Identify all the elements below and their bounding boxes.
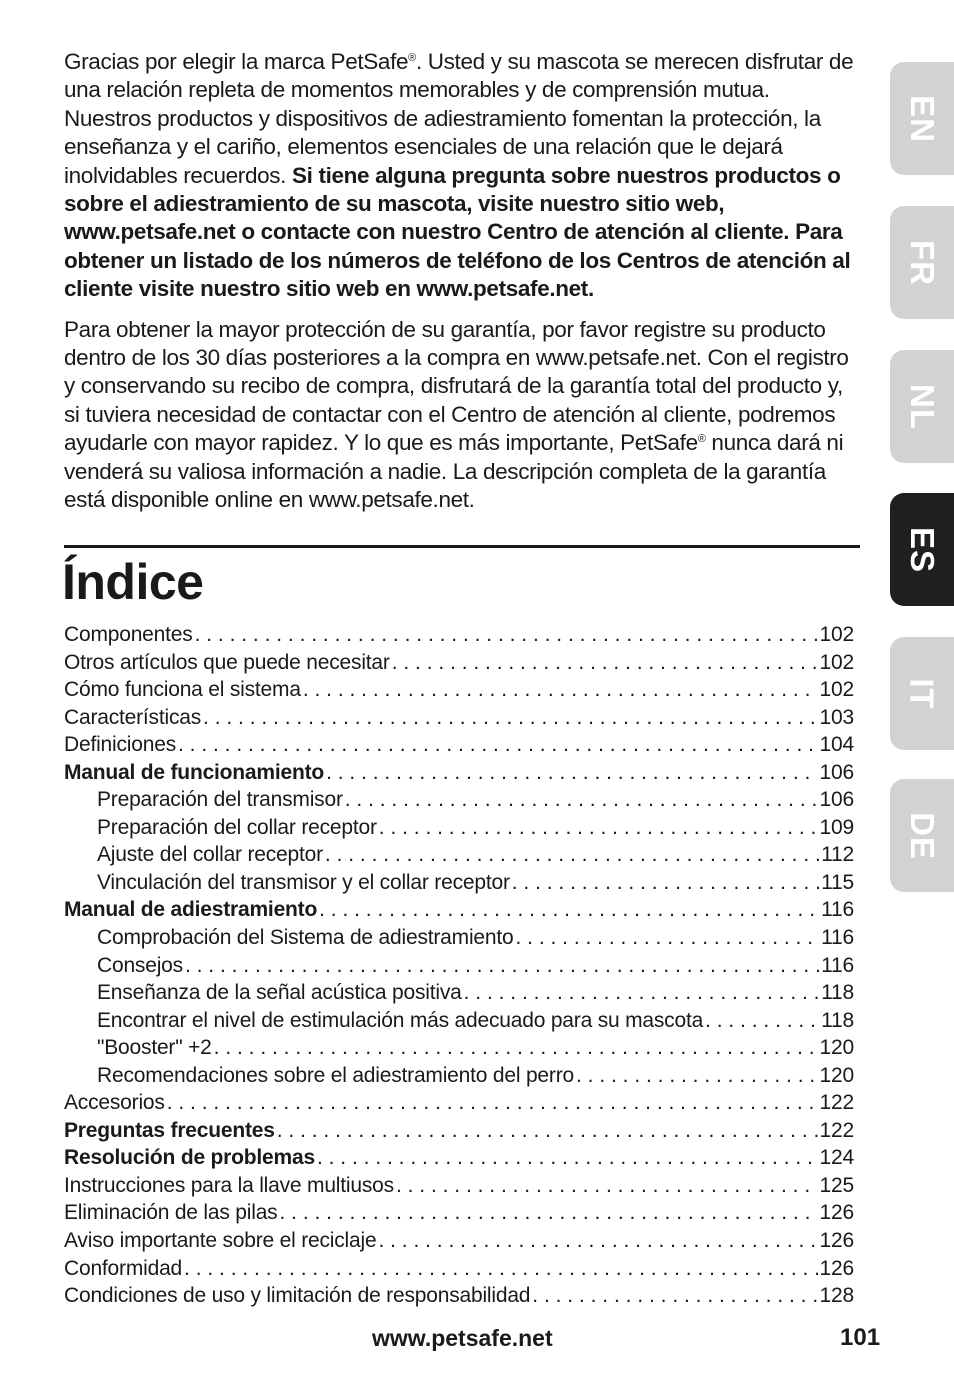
toc-entry-label: Manual de funcionamiento [64,760,325,784]
toc-entry [64,1227,854,1255]
tab-fr[interactable] [890,206,954,319]
toc-leader-dots [185,952,819,980]
toc-leader-dots [396,1172,818,1200]
toc-entry-label: Enseñanza de la señal acústica positiva [97,981,462,1005]
toc-entry-page: 102 [819,623,854,646]
toc-entry [64,731,854,759]
section-divider [64,545,860,548]
toc-entry-label: Componentes [64,623,193,646]
intro-section [64,48,860,515]
toc-entry-label: Definiciones [64,733,176,757]
toc-entry-label: Otros artículos que puede necesitar [64,650,390,674]
toc-entry-page: 122 [819,1091,854,1115]
registered-mark: ® [697,433,706,446]
toc-entry-label: Recomendaciones sobre el adiestramiento del perro [97,1063,574,1087]
toc-entry [64,1089,854,1117]
warranty-text: nunca dará ni venderá su valiosa información a nadie. La descripción completa de la garantía está disponible online en www.petsafe.net. [64,430,844,513]
toc-entry [64,649,854,677]
toc-entry [64,896,854,924]
toc-entry [64,1282,854,1310]
toc-entry-page: 128 [819,1284,854,1308]
toc-entry-label: "Booster" +2 [97,1036,212,1060]
toc-entry-label: Manual de adiestramiento [64,898,318,922]
toc-entry-page: 103 [819,705,854,729]
toc-entry [64,759,854,787]
toc-entry-page: 116 [821,953,854,977]
toc-entry-page: 120 [819,1063,854,1087]
toc-leader-dots [214,1034,818,1062]
toc-entry [64,869,854,897]
toc-entry [64,1062,854,1090]
toc-entry-page: 122 [819,1118,854,1142]
tab-nl[interactable] [890,350,954,463]
footer-website: www.petsafe.net [372,1325,553,1351]
toc-leader-dots [392,649,818,677]
tab-it[interactable] [890,637,954,750]
warranty-text: Para obtener la mayor protección de su garantía, por favor registre su producto dentro de los 30 días posteriores a la compra en www.petsafe.net. Con el registro y conservando su recibo de compra, disfrutará de la garantía total del producto y, si tuviera necesidad de contactar con el Centro de atención al cliente, podremos ayudarle con mayor rapidez. Y lo que es más importante, PetSafe [64,316,849,456]
toc-entry-label: Características [64,705,202,729]
table-of-contents [64,621,854,1310]
toc-entry-page: 115 [821,870,854,894]
toc-entry [64,621,854,649]
toc-entry-page: 126 [819,1256,854,1280]
toc-entry-page: 118 [821,1008,854,1032]
toc-entry-page: 102 [819,650,854,674]
toc-leader-dots [464,979,820,1007]
toc-entry-label: Eliminación de las pilas [64,1201,278,1225]
toc-leader-dots [532,1282,817,1310]
toc-entry-label: Conformidad [64,1256,183,1280]
toc-entry-page: 126 [819,1201,854,1225]
toc-entry-page: 109 [819,815,854,839]
toc-leader-dots [378,1227,817,1255]
toc-entry-label: Aviso importante sobre el reciclaje [64,1229,377,1253]
page-number: 101 [840,1324,881,1351]
toc-entry-page: 104 [819,733,854,757]
toc-leader-dots [277,1117,818,1145]
intro-text: . Usted y su mascota se merecen disfrutar de una relación repleta de momentos memorables y de comprensión mutua. Nuestros productos y dispositivos de adiestramiento fomentan la protección, la enseñanza y el cariño, elementos esenciales de una relación que le dejará inolvidables recuerdos. [64,49,854,188]
registered-mark: ® [408,52,416,64]
toc-entry-label: Preguntas frecuentes [64,1118,275,1142]
tab-label: EN [904,94,941,143]
toc-leader-dots [319,896,819,924]
toc-entry-page: 118 [821,981,854,1005]
tab-label: IT [903,677,941,710]
toc-entry-label: Vinculación del transmisor y el collar receptor [97,870,510,894]
toc-entry [64,1144,854,1172]
toc-leader-dots [303,676,818,704]
toc-entry-label: Ajuste del collar receptor [97,843,323,867]
tab-de[interactable] [890,779,954,892]
toc-entry-label: Preparación del transmisor [97,788,343,812]
toc-entry [64,979,854,1007]
tab-en[interactable] [890,62,954,175]
toc-entry [64,1034,854,1062]
toc-entry [64,1255,854,1283]
intro-text: Gracias por elegir la marca PetSafe [64,49,409,74]
toc-entry-label: Instrucciones para la llave multiusos [64,1173,394,1197]
toc-leader-dots [184,1255,818,1283]
toc-leader-dots [345,786,818,814]
toc-entry-label: Cómo funciona el sistema [64,678,301,702]
tab-label: DE [904,811,941,860]
tab-label: NL [904,383,941,430]
toc-leader-dots [178,731,818,759]
toc-entry [64,924,854,952]
toc-entry-page: 102 [819,678,854,702]
toc-entry-page: 126 [819,1229,854,1253]
toc-entry-label: Accesorios [64,1091,165,1115]
toc-leader-dots [705,1007,819,1035]
toc-entry [64,1007,854,1035]
index-title: Índice [62,554,204,610]
intro-paragraph-warranty [64,316,860,515]
toc-leader-dots [203,704,818,732]
toc-entry [64,1199,854,1227]
intro-contact-notice: Si tiene alguna pregunta sobre nuestros productos o sobre el adiestramiento de su mascota, visite nuestro sitio web, www.petsafe.net o contacte con nuestro Centro de atención al cliente. Para obtener un listado de los números de teléfono de los Centros de atención al cliente visite nuestro sitio web en www.petsafe.net. [64,162,851,302]
toc-entry-label: Comprobación del Sistema de adiestramiento [97,926,514,950]
toc-leader-dots [326,759,817,787]
toc-entry-page: 124 [819,1146,854,1170]
toc-leader-dots [325,841,819,869]
toc-entry-label: Condiciones de uso y limitación de responsabilidad [64,1284,531,1308]
toc-entry-page: 116 [821,926,854,950]
tab-label: FR [904,239,941,286]
toc-leader-dots [516,924,820,952]
toc-entry [64,841,854,869]
tab-es[interactable] [890,493,954,606]
toc-entry [64,676,854,704]
toc-entry-label: Preparación del collar receptor [97,815,377,839]
toc-entry-page: 106 [819,760,854,784]
toc-leader-dots [576,1062,818,1090]
toc-entry [64,814,854,842]
toc-entry-page: 120 [819,1036,854,1060]
toc-entry [64,1117,854,1145]
toc-entry-page: 116 [821,898,854,922]
toc-entry [64,1172,854,1200]
toc-leader-dots [317,1144,818,1172]
toc-entry-label: Encontrar el nivel de estimulación más adecuado para su mascota [97,1008,704,1032]
toc-leader-dots [512,869,819,897]
toc-entry [64,952,854,980]
toc-entry-label: Consejos [97,953,183,977]
toc-entry-label: Resolución de problemas [64,1146,315,1170]
toc-entry-page: 125 [819,1173,854,1197]
toc-entry-page: 112 [821,843,854,867]
toc-leader-dots [279,1199,817,1227]
toc-leader-dots [195,621,818,649]
intro-paragraph-thanks [64,48,860,304]
toc-entry [64,786,854,814]
toc-leader-dots [379,814,818,842]
toc-entry [64,704,854,732]
toc-entry-page: 106 [819,788,854,812]
toc-leader-dots [167,1089,818,1117]
tab-label: ES [904,526,941,573]
